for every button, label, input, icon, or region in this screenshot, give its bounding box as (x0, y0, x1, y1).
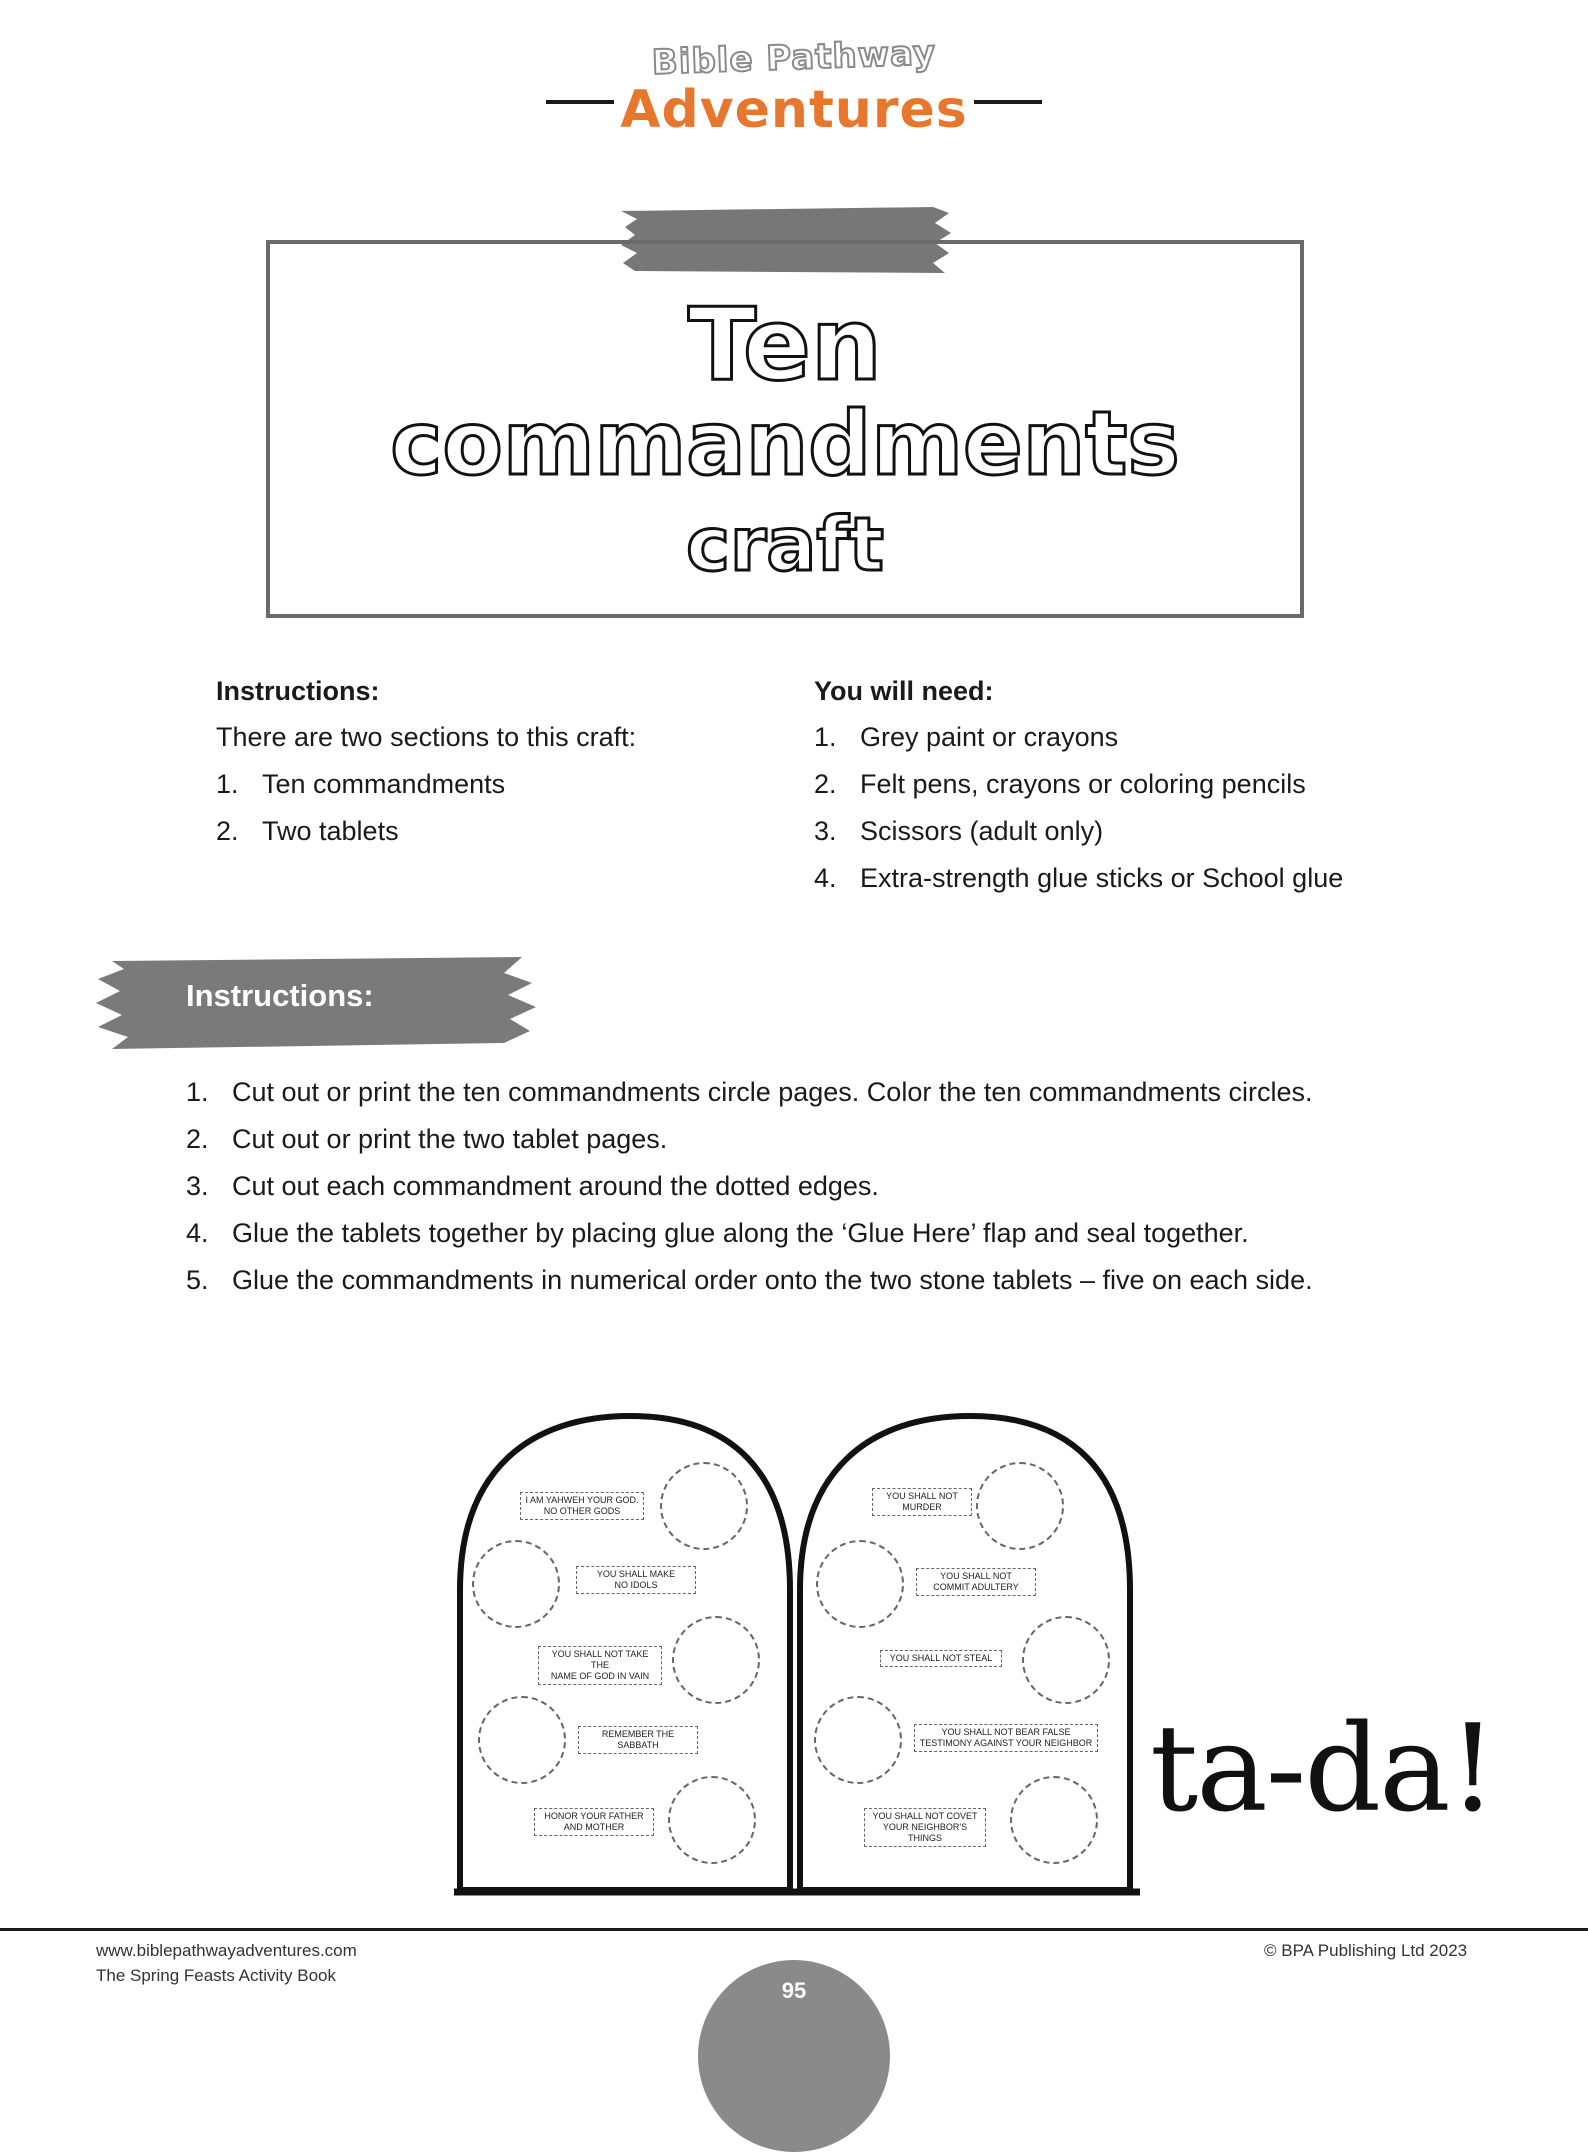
commandment-line: YOU SHALL NOT (886, 1491, 958, 1501)
commandment-label (916, 1568, 1036, 1596)
commandment-line: YOU SHALL MAKE (596, 1569, 676, 1579)
commandment-line: YOU SHALL NOT STEAL (889, 1653, 993, 1663)
intro-item-num: 2. (216, 816, 239, 846)
materials-item-text: Felt pens, crayons or coloring pencils (860, 769, 1306, 799)
footer-copyright: © BPA Publishing Ltd 2023 (1264, 1941, 1468, 1960)
materials-heading: You will need: (814, 676, 994, 706)
step-item (186, 1171, 879, 1202)
commandment-illustration-circle (472, 1540, 560, 1628)
step-num: 5. (186, 1265, 209, 1295)
commandment-line: HONOR YOUR FATHER (544, 1811, 644, 1821)
commandment-label (880, 1650, 1002, 1667)
commandment-line: YOU SHALL NOT TAKE THE (551, 1649, 649, 1670)
intro-lead: There are two sections to this craft: (216, 722, 637, 752)
intro-item-num: 1. (216, 769, 239, 799)
title-line-1: Ten (688, 286, 882, 403)
commandment-illustration-circle (668, 1776, 756, 1864)
commandment-illustration-circle (814, 1696, 902, 1784)
commandment-line: REMEMBER THE SABBATH (601, 1729, 675, 1750)
step-item (186, 1077, 1312, 1108)
step-text: Cut out or print the two tablet pages. (232, 1124, 668, 1154)
step-text: Glue the tablets together by placing glue along the ‘Glue Here’ flap and seal together. (232, 1218, 1249, 1248)
step-item (186, 1265, 1313, 1296)
materials-item (814, 816, 1103, 847)
commandment-illustration-circle (660, 1462, 748, 1550)
tada-text: ta-da! (1150, 1700, 1495, 1839)
step-text: Cut out or print the ten commandments circle pages. Color the ten commandments circles. (232, 1077, 1313, 1107)
commandment-illustration-circle (1022, 1616, 1110, 1704)
step-num: 1. (186, 1077, 209, 1107)
intro-item (216, 769, 505, 800)
commandment-label (872, 1488, 972, 1516)
commandment-label (538, 1646, 662, 1685)
materials-item (814, 863, 1343, 894)
title-line-2: commandments (390, 392, 1180, 495)
step-num: 3. (186, 1171, 209, 1201)
commandment-label (578, 1726, 698, 1754)
instructions-banner-label: Instructions: (186, 978, 374, 1013)
commandment-line: YOU SHALL NOT (940, 1571, 1012, 1581)
materials-item-text: Extra-strength glue sticks or School glue (860, 863, 1344, 893)
logo-text-top: Bible Pathway (651, 33, 937, 83)
commandment-illustration-circle (672, 1616, 760, 1704)
commandment-line: YOU SHALL NOT COVET (872, 1811, 978, 1821)
commandment-line: NAME OF GOD IN VAIN (550, 1671, 650, 1681)
footer-website: www.biblepathwayadventures.com (96, 1941, 357, 1960)
commandment-line: MURDER (902, 1502, 942, 1512)
materials-item-num: 4. (814, 863, 837, 893)
step-item (186, 1218, 1249, 1249)
title-line-3: craft (686, 502, 884, 588)
step-text: Glue the commandments in numerical order onto the two stone tablets – five on each side. (232, 1265, 1313, 1295)
commandment-label (864, 1808, 986, 1847)
footer-divider (0, 1928, 1588, 1931)
commandment-line: COMMIT ADULTERY (933, 1582, 1019, 1592)
materials-item-num: 3. (814, 816, 837, 846)
commandment-line: TESTIMONY AGAINST YOUR NEIGHBOR (919, 1738, 1093, 1748)
step-text: Cut out each commandment around the dotted edges. (232, 1171, 879, 1201)
materials-item-num: 2. (814, 769, 837, 799)
intro-item-text: Ten commandments (262, 769, 506, 799)
commandment-illustration-circle (816, 1540, 904, 1628)
commandment-line: I AM YAHWEH YOUR GOD. (525, 1495, 639, 1505)
logo-text-bottom: Adventures (620, 80, 968, 140)
commandment-line: YOU SHALL NOT BEAR FALSE (941, 1727, 1071, 1737)
materials-item-text: Scissors (adult only) (860, 816, 1104, 846)
commandment-label (534, 1808, 654, 1836)
materials-item-text: Grey paint or crayons (860, 722, 1119, 752)
commandment-illustration-circle (976, 1462, 1064, 1550)
materials-item (814, 769, 1306, 800)
commandment-illustration-circle (478, 1696, 566, 1784)
commandment-label (520, 1492, 644, 1520)
materials-item-num: 1. (814, 722, 837, 752)
intro-item (216, 816, 399, 847)
intro-item-text: Two tablets (262, 816, 399, 846)
materials-item (814, 722, 1118, 753)
step-num: 2. (186, 1124, 209, 1154)
title-frame (266, 240, 1304, 618)
step-item (186, 1124, 667, 1155)
commandment-line: YOUR NEIGHBOR'S THINGS (882, 1822, 968, 1843)
intro-heading: Instructions: (216, 676, 380, 706)
page-number: 95 (781, 1978, 807, 2003)
commandment-line: NO OTHER GODS (543, 1506, 621, 1516)
commandment-line: AND MOTHER (563, 1822, 625, 1832)
commandment-label (576, 1566, 696, 1594)
step-num: 4. (186, 1218, 209, 1248)
commandment-line: NO IDOLS (614, 1580, 658, 1590)
commandment-label (914, 1724, 1098, 1752)
footer-book-title: The Spring Feasts Activity Book (96, 1966, 336, 1985)
commandment-illustration-circle (1010, 1776, 1098, 1864)
